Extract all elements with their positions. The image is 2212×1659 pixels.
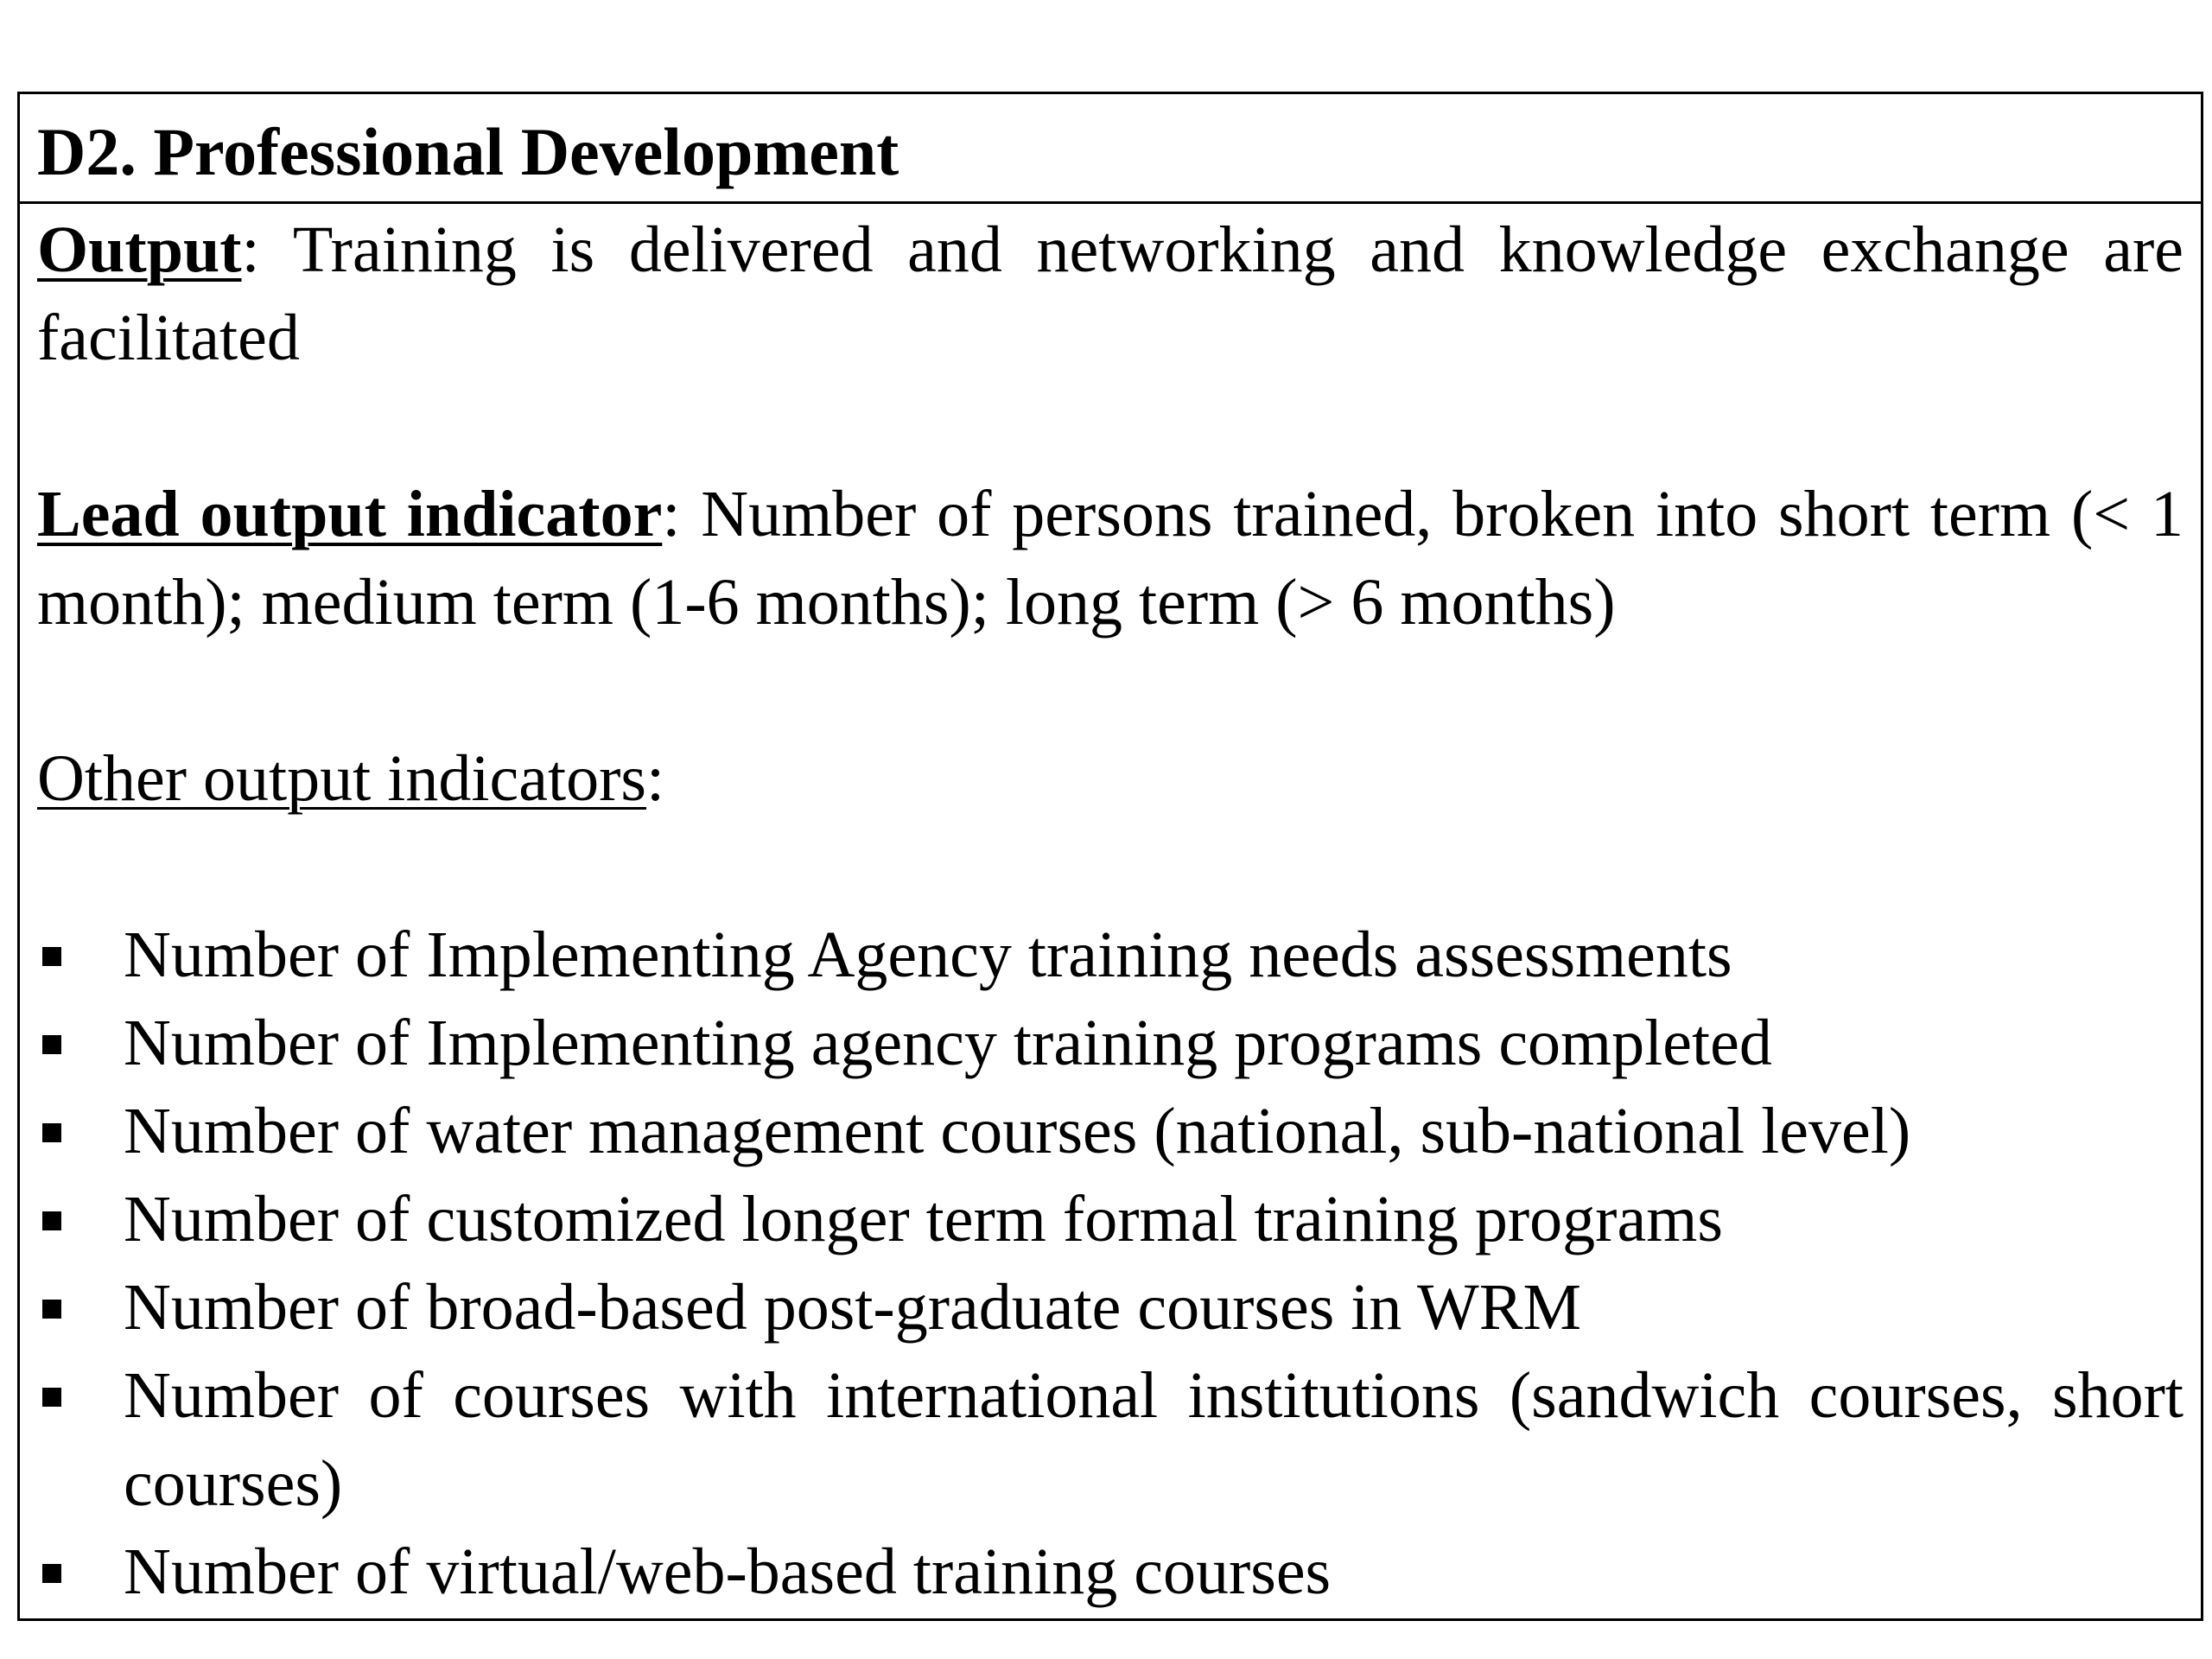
- square-bullet-icon: [42, 1564, 61, 1583]
- list-item-text: Number of customized longer term formal training programs: [124, 1183, 1723, 1255]
- lead-indicator-separator: :: [662, 478, 681, 550]
- list-item: [37, 1263, 2183, 1351]
- list-item-text: Number of Implementing Agency training needs assessments: [124, 918, 1732, 991]
- output-separator: :: [241, 213, 260, 286]
- lead-indicator-paragraph: [37, 470, 2183, 646]
- square-bullet-icon: [42, 1300, 61, 1319]
- other-indicators-heading: [37, 734, 2183, 823]
- output-text: Training is delivered and networking and knowledge exchange are facilitated: [37, 213, 2183, 374]
- lead-indicator-label: Lead output indicator: [37, 478, 663, 550]
- output-label: Output: [37, 213, 242, 286]
- list-item: [37, 1351, 2183, 1528]
- square-bullet-icon: [42, 1211, 61, 1230]
- list-item: [37, 911, 2183, 999]
- list-item: [37, 1087, 2183, 1175]
- section-title: D2. Professional Development: [37, 114, 899, 189]
- other-indicators-label: Other output indicators: [37, 742, 646, 815]
- indicator-box: [17, 92, 2203, 1621]
- square-bullet-icon: [42, 1035, 61, 1054]
- square-bullet-icon: [42, 1388, 61, 1407]
- list-item-text: Number of virtual/web-based training courses: [124, 1535, 1332, 1608]
- list-item: [37, 1175, 2183, 1263]
- section-header: [20, 94, 2201, 204]
- other-indicators-separator: :: [645, 742, 665, 815]
- list-item: [37, 1528, 2183, 1616]
- section-body: [20, 206, 2201, 1616]
- list-item-text: Number of courses with international institutions (sandwich courses, short courses): [124, 1359, 2183, 1520]
- list-item-text: Number of water management courses (national, sub-national level): [124, 1095, 1911, 1167]
- spacer: [37, 823, 2183, 911]
- lead-indicator-text: Number of persons trained, broken into short term (< 1 month); medium term (1-6 months); long term (> 6 months): [37, 478, 2183, 639]
- output-paragraph: [37, 206, 2183, 382]
- spacer: [37, 382, 2183, 470]
- list-item: [37, 999, 2183, 1087]
- square-bullet-icon: [42, 947, 61, 966]
- list-item-text: Number of Implementing agency training programs completed: [124, 1007, 1772, 1079]
- spacer: [37, 646, 2183, 734]
- square-bullet-icon: [42, 1123, 61, 1142]
- list-item-text: Number of broad-based post-graduate courses in WRM: [124, 1271, 1582, 1344]
- other-indicators-list: [37, 911, 2183, 1616]
